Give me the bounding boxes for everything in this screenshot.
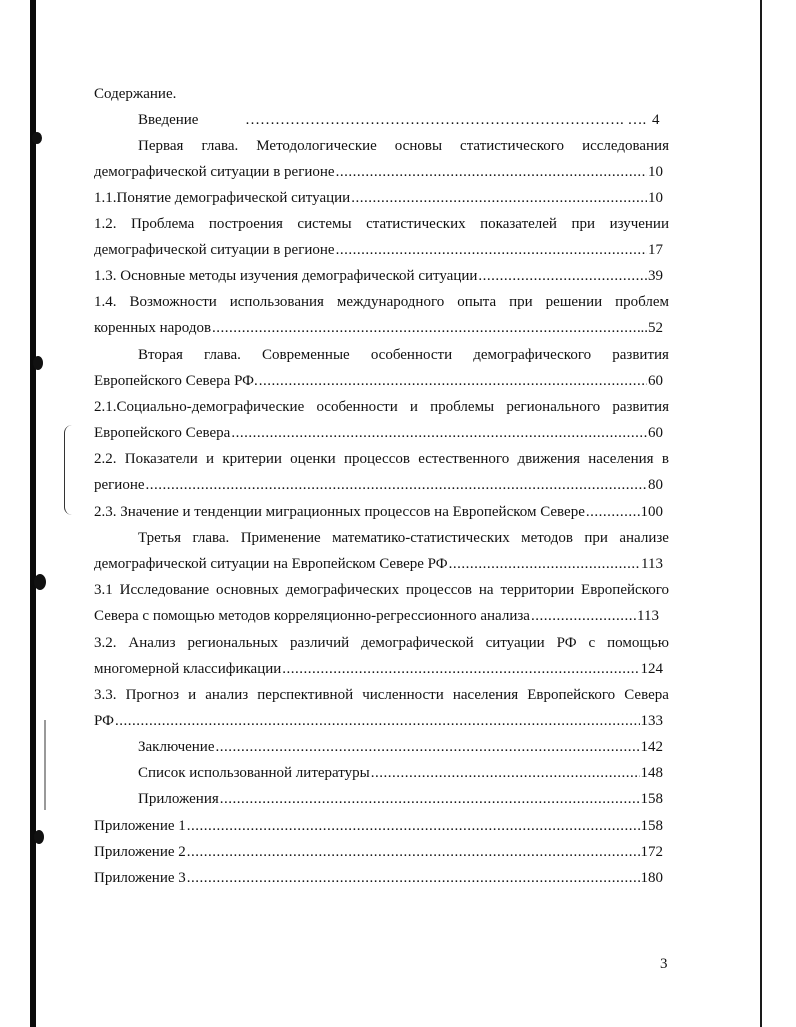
dot-leader — [216, 738, 640, 756]
word: региональных — [187, 635, 279, 651]
word: процессов — [343, 451, 410, 467]
word: Европейского — [527, 687, 616, 703]
word: процессов — [406, 582, 472, 598]
toc-s3-1-line2 — [94, 607, 659, 625]
entry-page: 124 — [640, 661, 663, 677]
word: 2.2. — [94, 451, 117, 467]
word: Показатели — [124, 451, 198, 467]
word: Европейского — [581, 582, 669, 598]
word: РФ — [556, 635, 577, 651]
word: помощью — [607, 635, 669, 651]
scan-mark — [32, 132, 42, 144]
word: Севера — [624, 687, 669, 703]
toc-heading: Содержание. — [94, 86, 177, 102]
toc-intro-title: Введение — [138, 112, 199, 128]
toc-ch1-line2 — [94, 163, 663, 181]
word: оценки — [290, 451, 336, 467]
word: при — [571, 216, 596, 232]
entry-page: 158 — [640, 818, 663, 834]
entry-page: 80 — [648, 477, 663, 493]
toc-s1-1 — [94, 189, 663, 207]
word: Проблема — [131, 216, 195, 232]
dot-leader — [371, 764, 640, 782]
word: развития — [612, 399, 669, 415]
word: и — [188, 687, 197, 703]
word: демографических — [285, 582, 400, 598]
dot-leader — [220, 790, 640, 808]
toc-s2-2-line2 — [94, 476, 663, 494]
entry-title: многомерной классификации — [94, 661, 282, 677]
toc-app2 — [94, 843, 663, 861]
dot-leader — [212, 319, 639, 337]
word: Исследование — [119, 582, 210, 598]
word: перспективной — [257, 687, 354, 703]
entry-title: 2.3. Значение и тенденции миграционных процессов на Европейском Севере — [94, 504, 585, 520]
dot-leader — [336, 241, 647, 259]
entry-page: ..52 — [640, 320, 663, 336]
entry-title: демографической ситуации в регионе — [94, 242, 335, 258]
word: особенности — [370, 347, 453, 363]
word: анализ — [205, 687, 249, 703]
word: демографической — [361, 635, 474, 651]
entry-title: коренных народов — [94, 320, 212, 336]
entry-title: Севера с помощью методов корреляционно-регрессионного анализа — [94, 608, 530, 624]
dot-leader — [351, 189, 647, 207]
word: основных — [216, 582, 279, 598]
toc-s1-4-line2 — [94, 319, 663, 337]
word: развития — [612, 347, 669, 363]
word: 2.1.Социально-демографические — [94, 399, 305, 415]
word: 1.4. — [94, 294, 117, 310]
toc-ch3-line1 — [138, 529, 669, 547]
toc-s1-2-line1 — [94, 215, 669, 233]
scan-mark — [33, 356, 43, 370]
toc-appendices — [138, 790, 663, 808]
word: анализе — [619, 530, 669, 546]
word: международного — [336, 294, 445, 310]
entry-page: 113 — [641, 556, 663, 572]
word: 3.3. — [94, 687, 117, 703]
word: различий — [289, 635, 350, 651]
entry-title: 1.3. Основные методы изучения демографической ситуации — [94, 268, 478, 284]
word: Первая — [138, 138, 184, 154]
entry-page: 10 — [648, 190, 663, 206]
dot-leader — [187, 843, 640, 861]
toc-s3-3-line2 — [94, 712, 663, 730]
dot-leader — [187, 869, 640, 887]
word: при — [509, 294, 533, 310]
word: Прогноз — [125, 687, 180, 703]
entry-title: регионе — [94, 477, 145, 493]
entry-page: 10 — [648, 164, 663, 180]
word: использования — [229, 294, 324, 310]
dot-leader — [187, 817, 640, 835]
toc-references — [138, 764, 663, 782]
page-number: 3 — [660, 956, 668, 972]
margin-pencil-mark — [64, 425, 75, 515]
word: на — [478, 582, 494, 598]
word: исследования — [582, 138, 669, 154]
scan-mark — [34, 830, 44, 844]
word: Анализ — [128, 635, 176, 651]
word: численности — [362, 687, 444, 703]
word: Применение — [240, 530, 321, 546]
entry-page: 158 — [640, 791, 663, 807]
word: 3.2. — [94, 635, 117, 651]
entry-title: Приложения — [138, 791, 219, 807]
toc-s1-2-line2 — [94, 241, 663, 259]
dot-leader — [531, 607, 636, 625]
word: Возможности — [129, 294, 217, 310]
dot-leader — [146, 476, 647, 494]
dot-leader — [336, 163, 647, 181]
word: Третья — [138, 530, 182, 546]
word: статистических — [366, 216, 466, 232]
word: Современные — [262, 347, 350, 363]
word: проблемы — [430, 399, 495, 415]
word: населения — [588, 451, 654, 467]
word: в — [661, 451, 669, 467]
toc-ch2-line2 — [94, 372, 663, 390]
toc-s2-2-line1 — [94, 450, 669, 468]
word: Вторая — [138, 347, 183, 363]
entry-page: 148 — [640, 765, 663, 781]
toc-intro-page: 4 — [652, 112, 660, 128]
dot-leader — [586, 503, 640, 521]
word: построения — [208, 216, 283, 232]
toc-s2-1-line2 — [94, 424, 663, 442]
word: и — [409, 399, 418, 415]
dot-leader — [231, 424, 647, 442]
word: естественного — [418, 451, 510, 467]
word: при — [584, 530, 608, 546]
entry-page: 100 — [640, 504, 663, 520]
entry-page: 60 — [648, 373, 663, 389]
toc-s1-3 — [94, 267, 663, 285]
word: ситуации — [485, 635, 545, 651]
word: проблем — [615, 294, 669, 310]
toc-ch3-line2 — [94, 555, 663, 573]
word: методов — [521, 530, 573, 546]
toc-s2-1-line1 — [94, 398, 669, 416]
dot-leader — [478, 267, 647, 285]
entry-title: РФ — [94, 713, 114, 729]
dot-leader — [259, 372, 647, 390]
entry-title: Приложение 1 — [94, 818, 186, 834]
entry-page: 113 — [637, 608, 659, 624]
entry-title: Приложение 2 — [94, 844, 186, 860]
word: населения — [452, 687, 519, 703]
entry-page: 17 — [648, 242, 663, 258]
word: изучении — [609, 216, 669, 232]
toc-s3-2-line2 — [94, 660, 663, 678]
word: Методологические — [256, 138, 377, 154]
entry-page: 133 — [640, 713, 663, 729]
toc-s3-3-line1 — [94, 686, 669, 704]
entry-page: 180 — [640, 870, 663, 886]
entry-title: Список использованной литературы — [138, 765, 370, 781]
word: опыта — [457, 294, 497, 310]
entry-page: 60 — [648, 425, 663, 441]
toc-s1-4-line1 — [94, 293, 669, 311]
entry-title: Европейского Севера РФ. — [94, 373, 258, 389]
word: показателей — [480, 216, 557, 232]
toc-s3-2-line1 — [94, 634, 669, 652]
word: особенности — [316, 399, 398, 415]
dot-leader — [115, 712, 640, 730]
word: 1.2. — [94, 216, 117, 232]
scan-right-edge — [760, 0, 762, 1027]
entry-title: демографической ситуации в регионе — [94, 164, 335, 180]
word: демографического — [473, 347, 592, 363]
toc-conclusion — [138, 738, 663, 756]
word: 3.1 — [94, 582, 113, 598]
scan-mark — [34, 574, 46, 590]
word: критерии — [222, 451, 282, 467]
word: статистического — [460, 138, 565, 154]
entry-page: 142 — [640, 739, 663, 755]
entry-title: Приложение 3 — [94, 870, 186, 886]
toc-app1 — [94, 817, 663, 835]
toc-s3-1-line1 — [94, 581, 669, 599]
word: с — [588, 635, 596, 651]
entry-title: Европейского Севера — [94, 425, 231, 441]
word: решении — [545, 294, 603, 310]
entry-page: 39 — [648, 268, 663, 284]
toc-ch1-line1 — [138, 137, 669, 155]
word: территории — [500, 582, 575, 598]
entry-title: Заключение — [138, 739, 215, 755]
word: глава. — [192, 530, 230, 546]
toc-app3 — [94, 869, 663, 887]
word: регионального — [506, 399, 601, 415]
dot-leader — [282, 660, 639, 678]
word: глава. — [201, 138, 239, 154]
toc-s2-3 — [94, 503, 663, 521]
word: системы — [297, 216, 352, 232]
word: глава. — [204, 347, 241, 363]
word: математико-статистических — [332, 530, 510, 546]
dot-leader — [449, 555, 640, 573]
word: и — [206, 451, 215, 467]
entry-page: 172 — [640, 844, 663, 860]
word: движения — [517, 451, 580, 467]
entry-title: демографической ситуации на Европейском Севере РФ — [94, 556, 448, 572]
scan-left-edge — [30, 0, 36, 1027]
word: основы — [394, 138, 443, 154]
toc-intro-dots: …………………………………………………………………. …. — [245, 112, 647, 128]
toc-ch2-line1 — [138, 346, 669, 364]
entry-title: 1.1.Понятие демографической ситуации — [94, 190, 351, 206]
scan-speck — [44, 720, 46, 810]
